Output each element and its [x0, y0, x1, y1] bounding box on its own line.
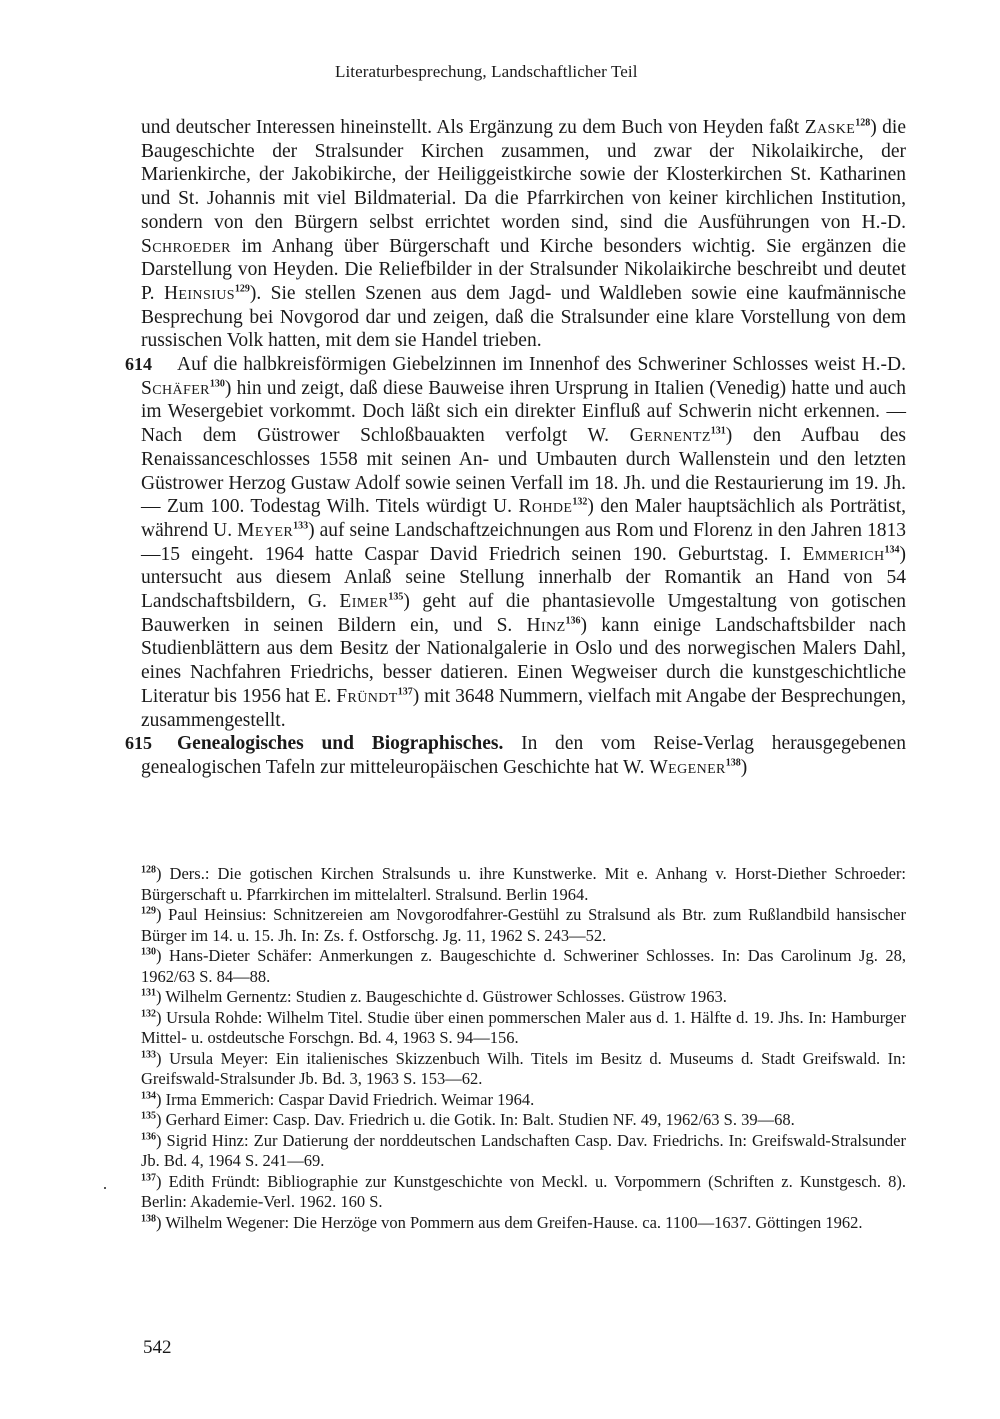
- section-heading: Genealogisches und Biographisches.: [177, 733, 504, 755]
- main-text: [125, 116, 907, 780]
- footnote: $^{128}$) Ders.: Die gotischen Kirchen Stralsunds u. ihre Kunstwerke. Mit e. Anhang v. Horst-Diether Schroeder: Bürgerschaft u. Pfarrkirchen im mittelalterl. Stralsund. Berlin 1964.: [141, 864, 906, 904]
- margin-mark: [104, 1187, 106, 1189]
- footnote: $^{136}$) Sigrid Hinz: Zur Datierung der norddeutschen Landschaften Casp. Dav. Friedrichs. In: Greifswald-Stralsunder Jb. Bd. 4, 1964 S. 241—69.: [141, 1130, 906, 1170]
- paragraph-continuation: und deutscher Interessen hineinstellt. Als Ergänzung zu dem Buch von Heyden faßt Zaske$^{128}$) die Baugeschichte der Stralsunder Kirchen zusammen, und zwar der Nikolaikirche, der Marienkirche, der Jakobikirche, der Heiliggeistkirche sowie der Klosterkirchen St. Katharinen und St. Johannis mit viel Bildmaterial. Da die Pfarrkirchen von keiner kirchlichen Institution, sondern von den Bürgern selbst errichtet worden sind, sind die Ausführungen von H.-D. Schroeder im Anhang über Bürgerschaft und Kirche besonders wichtig. Sie ergänzen die Darstellung von Heyden. Die Reliefbilder in der Stralsunder Nikolaikirche beschreibt und deutet P. Heinsius$^{129}$). Sie stellen Szenen aus dem Jagd- und Waldleben sowie eine kaufmännische Besprechung bei Novgorod dar und zeigen, daß die Stralsunder eine klare Vorstellung von dem russischen Volk hatten, mit dem sie Handel trieben.: [141, 117, 907, 352]
- footnote: $^{134}$) Irma Emmerich: Caspar David Friedrich. Weimar 1964.: [141, 1089, 535, 1109]
- paragraph-615: 615 Genealogisches und Biographisches. In den vom Reise-Verlag herausgegebenen genealogischen Tafeln zur mitteleuropäischen Geschichte hat W. Wegener$^{138}$): [141, 732, 906, 779]
- footnote: $^{133}$) Ursula Meyer: Ein italienisches Skizzenbuch Wilh. Titels im Besitz d. Museums d. Stadt Greifswald. In: Greifswald-Stralsunder Jb. Bd. 3, 1963 S. 153—62.: [141, 1048, 906, 1088]
- paragraph-number: 615: [125, 733, 152, 754]
- footnotes: [141, 864, 906, 1233]
- footnote: $^{132}$) Ursula Rohde: Wilhelm Titel. Studie über einen pommerschen Maler aus d. 1. Hälfte d. 19. Jhs. In: Hamburger Mittel- u. ostdeutsche Forschgn. Bd. 4, 1963 S. 94—156.: [141, 1007, 906, 1047]
- paragraph-614: 614 Auf die halbkreisförmigen Giebelzinnen im Innenhof des Schweriner Schlosses weist H.-D. Schäfer$^{130}$) hin und zeigt, daß diese Bauweise ihren Ursprung in Italien (Venedig) hatte und auch im Wesergebiet vorkommt. Doch läßt sich ein direkter Einfluß auf Schwerin nicht erkennen. — Nach dem Güstrower Schloßbauakten verfolgt W. Gernentz$^{131}$) den Aufbau des Renaissanceschlosses 1558 mit seinen An- und Umbauten durch Wallenstein und den letzten Güstrower Herzog Gustaw Adolf sowie seinen Verfall im 18. Jh. und die Restaurierung im 19. Jh. — Zum 100. Todestag Wilh. Titels würdigt U. Rohde$^{132}$) den Maler hauptsächlich als Porträtist, während U. Meyer$^{133}$) auf seine Landschaftzeichnungen aus Rom und Florenz in den Jahren 1813—15 eingeht. 1964 hatte Caspar David Friedrich seinen 190. Geburtstag. I. Emmerich$^{134}$) untersucht aus diesem Anlaß seine Stellung innerhalb der Romantik an Hand von 54 Landschaftsbildern, G. Eimer$^{135}$) geht auf die phantasievolle Umgestaltung von gotischen Bauwerken in seinen Bildern ein, und S. Hinz$^{136}$) kann einige Landschaftsbilder nach Studienblättern aus dem Besitz der Nationalgalerie in Oslo und des norwegischen Malers Dahl, eines Nachfahren Friedrichs, besser datieren. Einen Wegweiser durch die kunstgeschichtliche Literatur bis 1956 hat E. Fründt$^{137}$) mit 3648 Nummern, vielfach mit Angabe der Besprechungen, zusammengestellt.: [141, 353, 906, 732]
- footnote: $^{138}$) Wilhelm Wegener: Die Herzöge von Pommern aus dem Greifen-Hause. ca. 1100—1637. Göttingen 1962.: [141, 1212, 863, 1232]
- paragraph-number: 614: [125, 354, 152, 375]
- footnote: $^{137}$) Edith Fründt: Bibliographie zur Kunstgeschichte von Meckl. u. Vorpommern (Schriften z. Kunstgesch. 8). Berlin: Akademie-Verl. 1962. 160 S.: [141, 1171, 906, 1211]
- footnote: $^{135}$) Gerhard Eimer: Casp. Dav. Friedrich u. die Gotik. In: Balt. Studien NF. 49, 1962/63 S. 39—68.: [141, 1110, 795, 1129]
- footnote: $^{131}$) Wilhelm Gernentz: Studien z. Baugeschichte d. Güstrower Schlosses. Güstrow 1963.: [141, 987, 727, 1006]
- running-head: Literaturbesprechung, Landschaftlicher Teil: [335, 62, 638, 81]
- page-number: 542: [143, 1337, 172, 1358]
- footnote: $^{130}$) Hans-Dieter Schäfer: Anmerkungen z. Baugeschichte d. Schweriner Schlosses. In: Das Carolinum Jg. 28, 1962/63 S. 84—88.: [141, 946, 906, 986]
- footnote: $^{129}$) Paul Heinsius: Schnitzereien am Novgorodfahrer-Gestühl zu Stralsund als Btr. zum Rußlandbild hansischer Bürger im 14. u. 15. Jh. In: Zs. f. Ostforschg. Jg. 11, 1962 S. 243—52.: [141, 905, 906, 945]
